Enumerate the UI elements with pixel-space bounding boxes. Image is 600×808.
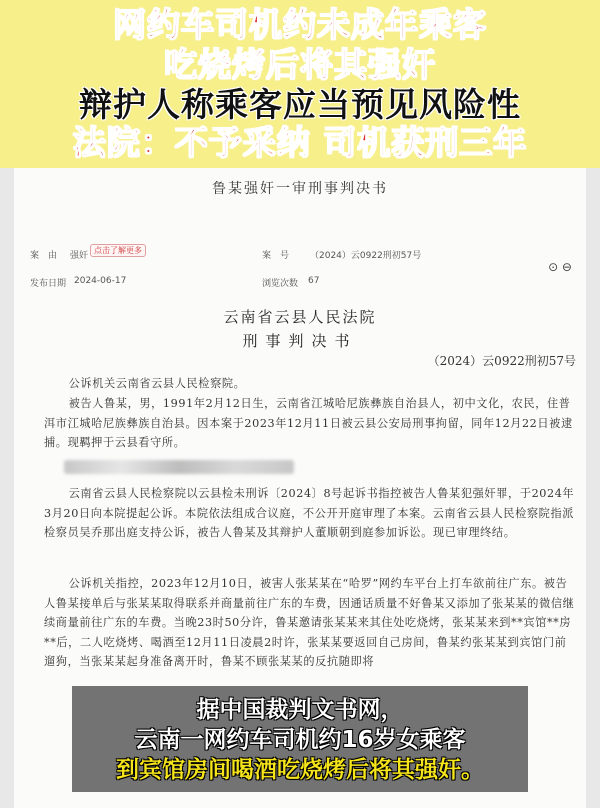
learn-more-tag[interactable]: 点击了解更多 [90,244,146,257]
paragraph-prosecutor: 公诉机关云南省云县人民检察院。 [68,377,246,390]
view-count-label: 浏览次数 [262,279,299,289]
document-type: 刑事判决书 [242,332,358,350]
case-reason-value: 强奸 [70,251,89,261]
paragraph-defendant: 被告人鲁某，男，1991年2月12日生，云南省江城哈尼族彝族自治县人，初中文化，农民，住普洱市江城哈尼族彝族自治县。因本案于2023年12月11日被云县公安局刑事拘留，同年12月22日被逮捕。现羁押于云县看守所。 [44,397,573,449]
document-tools-icon[interactable]: ⊙ ⊖ [548,260,572,274]
case-number-label: 案 号 [262,251,290,261]
redacted-text [64,460,294,474]
case-number-value: （2024）云0922刑初57号 [310,251,422,261]
publish-date-value: 2024-06-17 [74,276,127,286]
view-count-value: 67 [308,276,320,286]
headline-banner [0,0,600,168]
headline-line-1: 网约车司机约未成年乘客 [113,5,487,44]
court-name: 云南省云县人民法院 [223,308,377,326]
headline-line-2: 吃烧烤后将其强奸 [164,45,436,84]
headline-line-3: 辩护人称乘客应当预见风险性 [79,85,521,124]
paragraph-facts: 公诉机关指控，2023年12月10日，被害人张某某在“哈罗”网约车平台上打车欲前往广东。被告人鲁某接单后与张某某取得联系并商量前往广东的车费，因通话质量不好鲁某又添加了张某某的微信继续商量前往广东的车费。当晚23时50分许，鲁某邀请张某某来其住处吃烧烤，张某某来到**宾馆**房**后，二人吃烧烤、喝酒至12月11日凌晨2时许，张某某要返回自己房间，鲁某约张某某到宾馆门前遛狗，当张某某起身准备离开时，鲁某不顾张某某的反抗随即将 [44,577,575,668]
publish-date-label: 发布日期 [30,279,67,289]
caption-line-2: 云南一网约车司机约16岁女乘客 [134,727,466,753]
caption-line-3: 到宾馆房间喝酒吃烧烤后将其强奸。 [116,757,484,783]
paragraph-indictment: 云南省云县人民检察院以云县检未刑诉〔2024〕8号起诉书指控被告人鲁某犯强奸罪，于2024年3月20日向本院提起公诉。本院依法组成合议庭，不公开开庭审理了本案。云南省云县人民检察院指派检察员吴乔那出庭支持公诉，被告人鲁某及其辩护人董顺朝到庭参加诉讼。现已审理终结。 [44,487,575,539]
headline-line-4: 法院：不予采纳 司机获刑三年 [72,123,528,162]
document-header-title: 鲁某强奸一审刑事判决书 [212,181,388,197]
case-reason-label: 案 由 [30,251,58,261]
caption-line-1: 据中国裁判文书网， [196,697,404,723]
case-number: （2024）云0922刑初57号 [427,354,576,368]
